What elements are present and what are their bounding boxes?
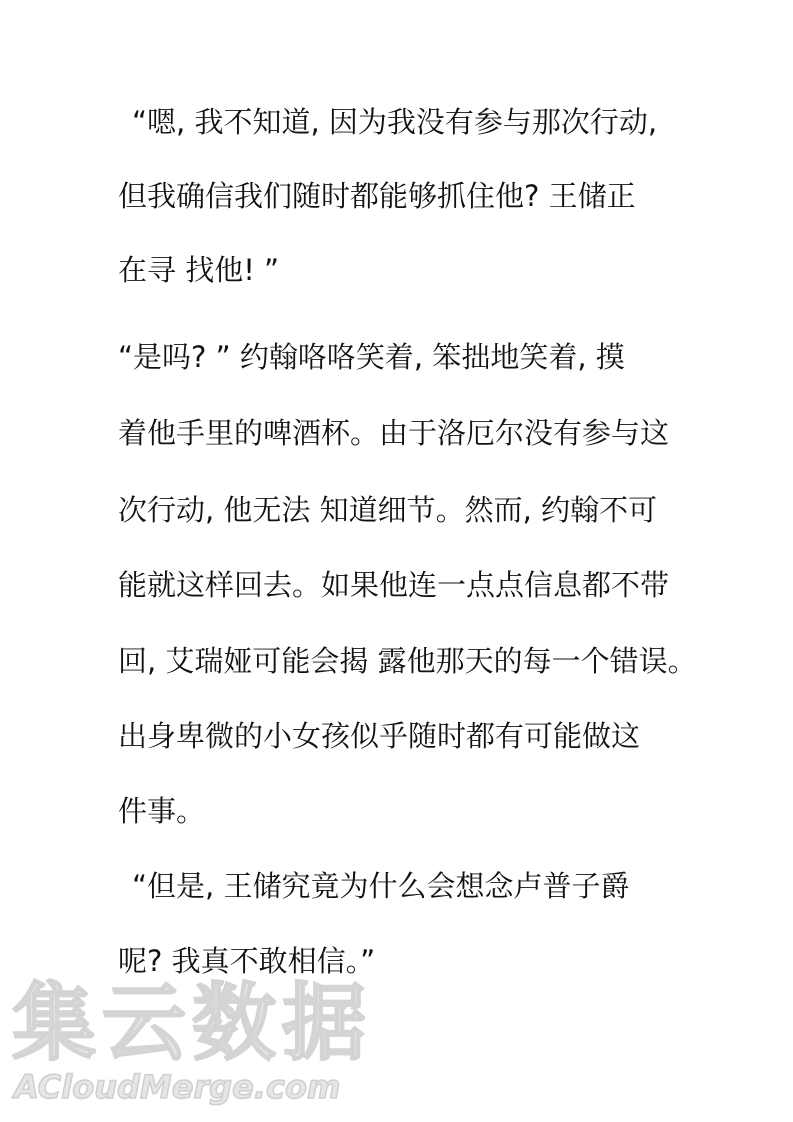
- watermark: [0, 975, 420, 1115]
- text-line-11: “但是, 王储究竟为什么会想念卢普子爵: [132, 869, 630, 903]
- text-line-4: “是吗? ” 约翰咯咯笑着, 笨拙地笑着, 摸: [118, 340, 625, 374]
- text-line-9: 出身卑微的小女孩似乎随时都有可能做这: [118, 719, 641, 753]
- text-line-1: “嗯, 我不知道, 因为我没有参与那次行动,: [132, 105, 658, 139]
- text-line-10: 件事。: [118, 794, 206, 828]
- watermark-english: ACloudMerge.com: [14, 1068, 341, 1106]
- text-line-8: 回, 艾瑞娅可能会揭 露他那天的每一个错误。: [118, 644, 697, 678]
- text-line-7: 能就这样回去。如果他连一点点信息都不带: [118, 568, 670, 602]
- text-line-3: 在寻 找他! ”: [118, 253, 280, 287]
- text-line-12: 呢? 我真不敢相信。”: [118, 944, 376, 978]
- watermark-chinese: 集云数据: [12, 974, 373, 1072]
- text-line-6: 次行动, 他无法 知道细节。然而, 约翰不可: [118, 493, 658, 527]
- text-line-5: 着他手里的啤酒杯。由于洛厄尔没有参与这: [118, 416, 670, 450]
- text-line-2: 但我确信我们随时都能够抓住他? 王储正: [118, 179, 636, 213]
